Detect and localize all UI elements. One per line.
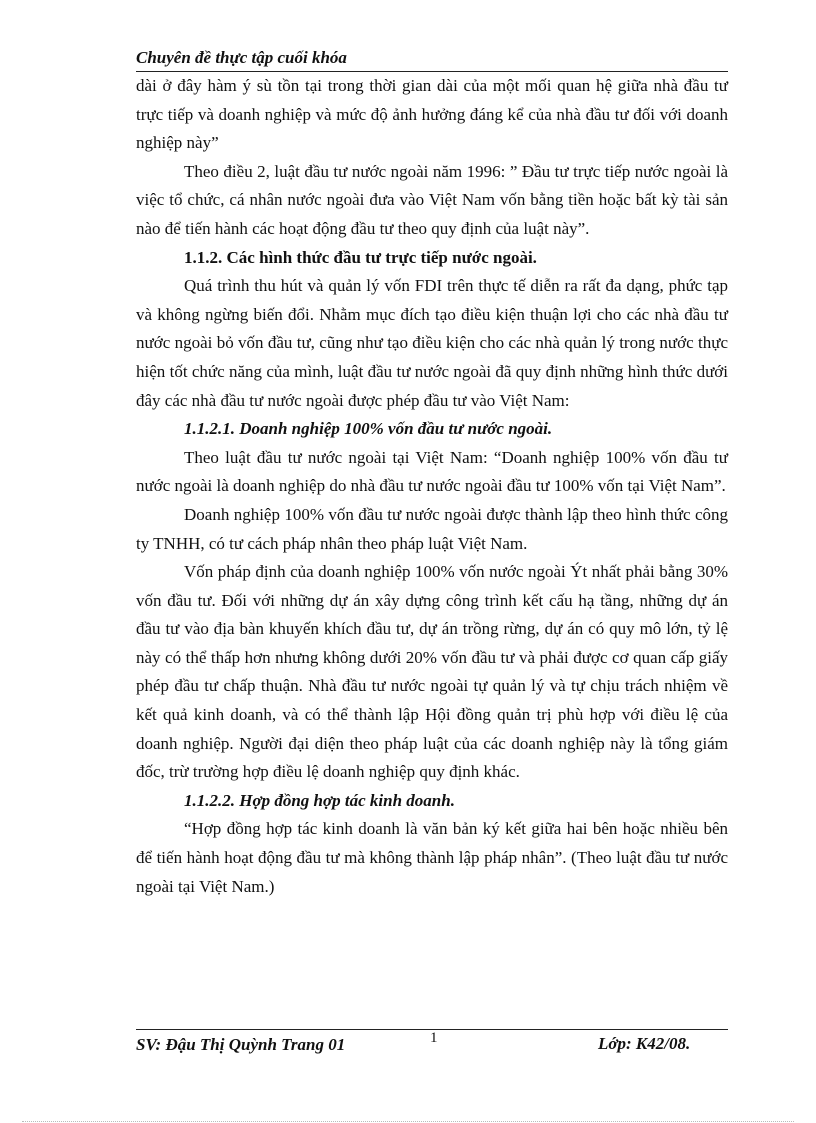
section-heading-1-1-2-1: 1.1.2.1. Doanh nghiệp 100% vốn đầu tư nước ngoài. — [184, 419, 553, 439]
paragraph-continuation: dài ở đây hàm ý sù tồn tại trong thời gian dài của một mối quan hệ giữa nhà đầu tư trực tiếp và doanh nghiệp và mức độ ảnh hưởng đáng kể của nhà đầu tư đối với doanh nghiệp này” — [136, 76, 728, 153]
paragraph-bcc-definition: “Hợp đồng hợp tác kinh doanh là văn bản ký kết giữa hai bên hoặc nhiều bên để tiến hành hoạt động đầu tư mà không thành lập pháp nhân”. (Theo luật đầu tư nước ngoài tại Việt Nam.) — [136, 819, 728, 896]
paragraph-fdi-forms: Quá trình thu hút và quản lý vốn FDI trên thực tế diễn ra rất đa dạng, phức tạp và không ngừng biến đổi. Nhằm mục đích tạo điều kiện thuận lợi cho các nhà đầu tư nước ngoài bỏ vốn đầu tư, cũng như tạo điều kiện cho các nhà quản lý trong nước thực hiện tốt chức năng của mình, luật đầu tư nước ngoài đã quy định những hình thức dưới đây các nhà đầu tư nước ngoài được phép đầu tư vào Việt Nam: — [136, 276, 728, 410]
page-bottom-border — [22, 1121, 794, 1122]
section-heading-1-1-2: 1.1.2. Các hình thức đầu tư trực tiếp nước ngoài. — [184, 247, 537, 267]
page-header-title: Chuyên đề thực tập cuối khóa — [136, 48, 347, 67]
paragraph-law-article: Theo điều 2, luật đầu tư nước ngoài năm 1996: ” Đầu tư trực tiếp nước ngoài là việc tổ chức, cá nhân nước ngoài đưa vào Việt Nam vốn bằng tiền hoặc bất kỳ tài sản nào để tiến hành các hoạt động đầu tư theo quy định của luật này”. — [136, 161, 728, 238]
footer-class-label: Lớp: K42/08. — [598, 1034, 691, 1053]
paragraph-legal-capital: Vốn pháp định của doanh nghiệp 100% vốn nước ngoài Ýt nhất phải bằng 30% vốn đầu tư. Đối với những dự án xây dựng công trình kết cấu hạ tầng, những dự án đầu tư vào địa bàn khuyến khích đầu tư, dự án trồng rừng, dự án có quy mô lớn, tỷ lệ này có thể thấp hơn nhưng không dưới 20% vốn đầu tư và phải được cơ quan cấp giấy phép đầu tư chấp thuận. Nhà đầu tư nước ngoài tự quản lý và tự chịu trách nhiệm về kết quả kinh doanh, và có thể thành lập Hội đồng quản trị phù hợp với điều lệ của doanh nghiệp. Người đại diện theo pháp luật của các doanh nghiệp này là tổng giám đốc, trừ trường hợp điều lệ doanh nghiệp quy định khác. — [136, 562, 728, 782]
paragraph-company-form: Doanh nghiệp 100% vốn đầu tư nước ngoài được thành lập theo hình thức công ty TNHH, có tư cách pháp nhân theo pháp luật Việt Nam. — [136, 504, 728, 553]
paragraph-definition: Theo luật đầu tư nước ngoài tại Việt Nam: “Doanh nghiệp 100% vốn đầu tư nước ngoài là doanh nghiệp do nhà đầu tư nước ngoài đầu tư 100% vốn tại Việt Nam”. — [136, 447, 728, 496]
document-body — [136, 72, 728, 901]
page-number: 1 — [430, 1030, 438, 1046]
footer-student-name: SV: Đậu Thị Quỳnh Trang 01 — [136, 1035, 346, 1054]
section-heading-1-1-2-2: 1.1.2.2. Hợp đồng hợp tác kinh doanh. — [184, 790, 455, 810]
